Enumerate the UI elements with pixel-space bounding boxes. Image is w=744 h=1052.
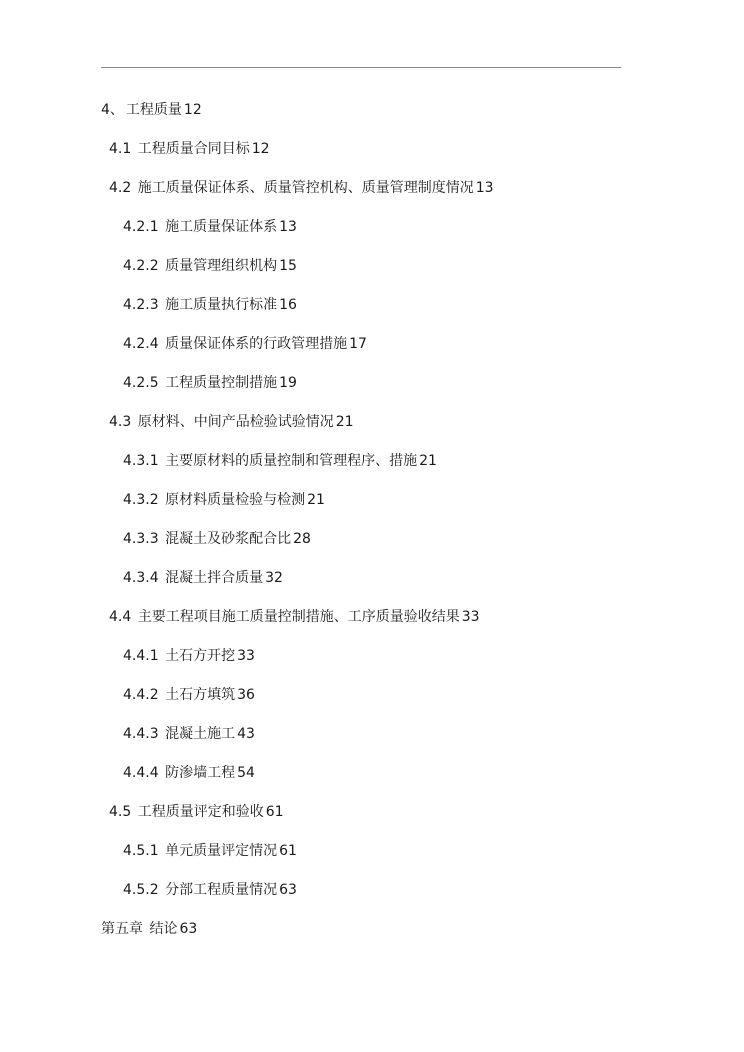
toc-entry[interactable] [0, 877, 744, 916]
toc-entry[interactable] [0, 487, 744, 526]
toc-entry-title: 主要工程项目施工质量控制措施、工序质量验收结果 [133, 609, 460, 625]
toc-entry[interactable] [0, 331, 744, 370]
toc-entry[interactable] [0, 799, 744, 838]
toc-entry-number: 4.2 [109, 180, 132, 196]
toc-entry-title: 混凝土拌合质量 [160, 570, 264, 586]
toc-entry-page: 33 [237, 648, 255, 664]
toc-entry-title: 施工质量执行标准 [160, 297, 278, 313]
toc-entry[interactable] [0, 175, 744, 214]
toc-entry[interactable] [0, 916, 744, 955]
toc-entry-title: 土石方开挖 [160, 648, 236, 664]
toc-entry-number: 4.4.3 [123, 726, 159, 742]
toc-entry-page: 36 [237, 687, 255, 703]
toc-entry-page: 61 [265, 804, 284, 820]
toc-entry-page: 61 [279, 843, 297, 859]
toc-entry-page: 12 [251, 141, 270, 157]
toc-entry-number: 4.2.1 [123, 219, 159, 235]
toc-entry-title: 原材料、中间产品检验试验情况 [133, 414, 334, 430]
toc-entry-title: 原材料质量检验与检测 [160, 492, 306, 508]
toc-entry[interactable] [0, 565, 744, 604]
toc-entry-title: 工程质量评定和验收 [133, 804, 264, 820]
toc-entry-page: 17 [349, 336, 367, 352]
toc-entry-title: 主要原材料的质量控制和管理程序、措施 [160, 453, 418, 469]
toc-entry[interactable] [0, 253, 744, 292]
toc-entry-page: 63 [179, 921, 198, 937]
toc-entry-number: 4.4 [109, 609, 132, 625]
toc-entry[interactable] [0, 136, 744, 175]
toc-entry-page: 13 [475, 180, 494, 196]
toc-entry-page: 19 [279, 375, 297, 391]
toc-entry-page: 43 [237, 726, 255, 742]
toc-entry-title: 分部工程质量情况 [160, 882, 278, 898]
toc-entry-title: 混凝土施工 [160, 726, 236, 742]
toc-entry[interactable] [0, 643, 744, 682]
toc-entry-page: 63 [279, 882, 297, 898]
toc-entry-title: 工程质量控制措施 [160, 375, 278, 391]
toc-entry[interactable] [0, 448, 744, 487]
toc-entry-number: 4.5 [109, 804, 132, 820]
toc-entry-title: 单元质量评定情况 [160, 843, 278, 859]
toc-entry-title: 施工质量保证体系、质量管控机构、质量管理制度情况 [133, 180, 474, 196]
toc-entry-title: 质量管理组织机构 [160, 258, 278, 274]
toc-entry-number: 4.3.3 [123, 531, 159, 547]
toc-entry[interactable] [0, 721, 744, 760]
toc-entry-number: 4.4.4 [123, 765, 159, 781]
toc-entry-title: 结论 [145, 921, 178, 937]
toc-entry-number: 4.4.1 [123, 648, 159, 664]
toc-entry[interactable] [0, 292, 744, 331]
toc-entry[interactable] [0, 370, 744, 409]
header-rule [101, 67, 621, 68]
toc-entry-number: 4.2.2 [123, 258, 159, 274]
toc-entry[interactable] [0, 604, 744, 643]
toc-entry[interactable] [0, 682, 744, 721]
toc-entry-page: 28 [293, 531, 311, 547]
toc-entry-page: 16 [279, 297, 297, 313]
toc-entry-title: 工程质量 [125, 102, 182, 118]
toc-entry-page: 12 [183, 102, 202, 118]
toc-entry-page: 54 [237, 765, 255, 781]
toc-entry[interactable] [0, 97, 744, 136]
toc-entry-page: 21 [307, 492, 325, 508]
toc-entry-page: 21 [335, 414, 354, 430]
toc-entry-number: 第五章 [101, 921, 143, 937]
toc-entry-title: 质量保证体系的行政管理措施 [160, 336, 348, 352]
toc-entry[interactable] [0, 409, 744, 448]
toc-entry-number: 4.2.5 [123, 375, 159, 391]
table-of-contents [0, 97, 744, 955]
toc-entry[interactable] [0, 760, 744, 799]
toc-entry-number: 4.2.3 [123, 297, 159, 313]
toc-entry-number: 4.3.4 [123, 570, 159, 586]
toc-entry-page: 13 [279, 219, 297, 235]
toc-entry[interactable] [0, 838, 744, 877]
toc-entry-number: 4.4.2 [123, 687, 159, 703]
toc-entry-number: 4.5.2 [123, 882, 159, 898]
toc-entry-page: 32 [265, 570, 283, 586]
toc-entry-number: 4.1 [109, 141, 132, 157]
toc-entry-number: 4、 [101, 102, 124, 118]
toc-entry-number: 4.3.1 [123, 453, 159, 469]
toc-entry-number: 4.2.4 [123, 336, 159, 352]
toc-entry-page: 21 [419, 453, 437, 469]
toc-entry-title: 混凝土及砂浆配合比 [160, 531, 292, 547]
toc-entry[interactable] [0, 526, 744, 565]
toc-entry-number: 4.3.2 [123, 492, 159, 508]
toc-entry-title: 施工质量保证体系 [160, 219, 278, 235]
toc-entry-title: 土石方填筑 [160, 687, 236, 703]
toc-entry[interactable] [0, 214, 744, 253]
toc-entry-number: 4.5.1 [123, 843, 159, 859]
toc-entry-page: 33 [461, 609, 480, 625]
toc-entry-page: 15 [279, 258, 297, 274]
toc-entry-number: 4.3 [109, 414, 132, 430]
toc-entry-title: 防渗墙工程 [160, 765, 236, 781]
toc-entry-title: 工程质量合同目标 [133, 141, 250, 157]
